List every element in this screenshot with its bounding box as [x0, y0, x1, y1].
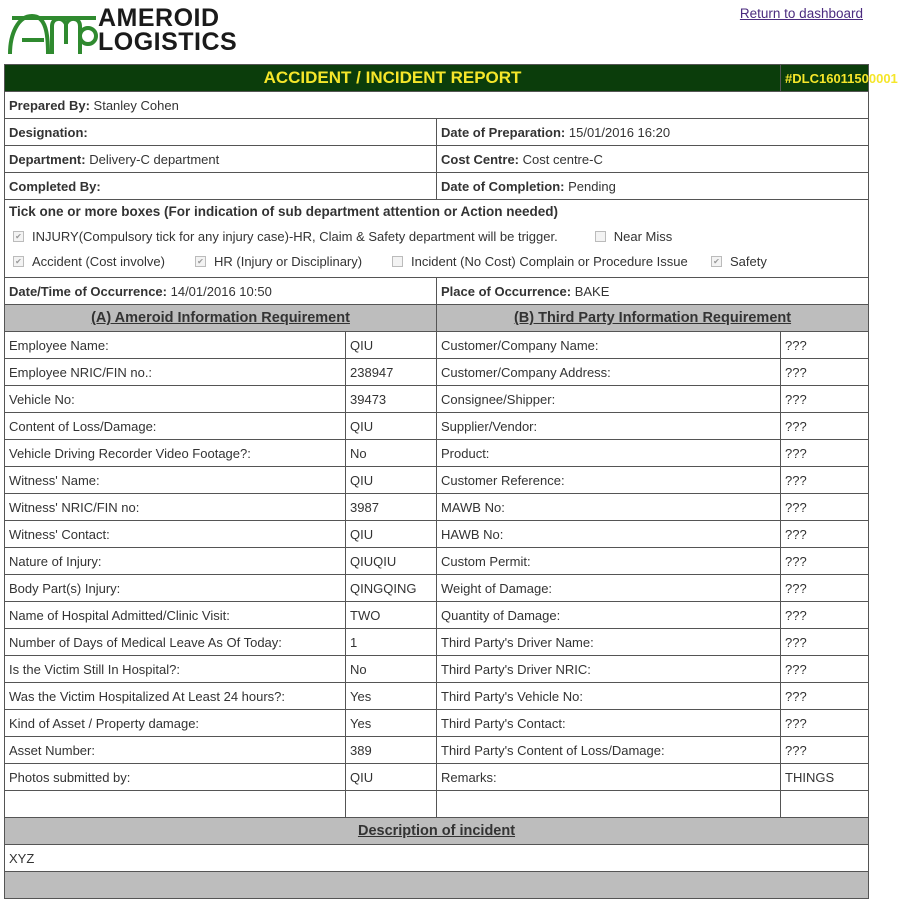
info-b-label: Supplier/Vendor: — [437, 413, 781, 440]
info-a-label: Is the Victim Still In Hospital?: — [5, 656, 346, 683]
hr-checkbox[interactable] — [191, 254, 388, 269]
info-b-label: Third Party's Vehicle No: — [437, 683, 781, 710]
info-b-value: ??? — [781, 359, 869, 386]
info-row — [5, 386, 869, 413]
info-b-value: ??? — [781, 710, 869, 737]
info-row — [5, 332, 869, 359]
info-b-value: ??? — [781, 548, 869, 575]
info-row — [5, 413, 869, 440]
checkbox-box[interactable]: ✔ — [711, 256, 722, 267]
info-b-label — [437, 791, 781, 818]
info-b-label: Weight of Damage: — [437, 575, 781, 602]
info-b-value: ??? — [781, 386, 869, 413]
checkbox-box[interactable] — [392, 256, 403, 267]
info-b-value: ??? — [781, 656, 869, 683]
section-a-heading: (A) Ameroid Information Requirement — [5, 305, 437, 332]
info-b-label: Consignee/Shipper: — [437, 386, 781, 413]
completed-by-cell — [5, 173, 437, 200]
info-a-label: Employee NRIC/FIN no.: — [5, 359, 346, 386]
info-b-value — [781, 791, 869, 818]
injury-checkbox[interactable] — [9, 229, 558, 244]
near-miss-checkbox[interactable] — [591, 229, 673, 244]
info-b-label: Product: — [437, 440, 781, 467]
date-completion-cell — [437, 173, 869, 200]
info-a-value: 39473 — [346, 386, 437, 413]
info-row — [5, 548, 869, 575]
info-a-label: Body Part(s) Injury: — [5, 575, 346, 602]
occurrence-dt-value: 14/01/2016 10:50 — [170, 283, 272, 299]
date-completion-label: Date of Completion: — [441, 178, 565, 194]
info-rows — [5, 332, 869, 818]
injury-checkbox-label: INJURY(Compulsory tick for any injury case)-HR, Claim & Safety department will be trigger. — [32, 228, 558, 244]
info-b-value: ??? — [781, 413, 869, 440]
info-b-label: Remarks: — [437, 764, 781, 791]
checkbox-box[interactable]: ✔ — [13, 256, 24, 267]
info-b-label: Customer Reference: — [437, 467, 781, 494]
occurrence-dt-cell — [5, 278, 437, 305]
info-a-label: Kind of Asset / Property damage: — [5, 710, 346, 737]
description-value: XYZ — [5, 845, 869, 872]
info-row — [5, 602, 869, 629]
info-row — [5, 683, 869, 710]
hr-checkbox-label: HR (Injury or Disciplinary) — [214, 254, 363, 269]
info-a-value: QIU — [346, 521, 437, 548]
info-a-value: 1 — [346, 629, 437, 656]
occurrence-dt-label: Date/Time of Occurrence: — [9, 283, 167, 299]
near-miss-checkbox-label: Near Miss — [613, 228, 673, 244]
info-b-label: MAWB No: — [437, 494, 781, 521]
info-a-value: Yes — [346, 710, 437, 737]
description-heading: Description of incident — [5, 818, 869, 845]
info-b-value: ??? — [781, 332, 869, 359]
info-b-value: ??? — [781, 602, 869, 629]
report-title: ACCIDENT / INCIDENT REPORT — [5, 65, 781, 92]
report-table — [4, 64, 898, 899]
info-row — [5, 521, 869, 548]
info-a-value: TWO — [346, 602, 437, 629]
prepared-by-label: Prepared By: — [9, 97, 90, 113]
info-b-label: Custom Permit: — [437, 548, 781, 575]
report-ref: #DLC16011500001 — [781, 65, 869, 92]
bottom-bar — [5, 872, 869, 899]
info-row — [5, 629, 869, 656]
info-a-value: QIUQIU — [346, 548, 437, 575]
return-to-dashboard-link[interactable]: Return to dashboard — [739, 6, 863, 21]
info-b-label: Third Party's Content of Loss/Damage: — [437, 737, 781, 764]
info-a-value: No — [346, 656, 437, 683]
info-a-value: QIU — [346, 413, 437, 440]
checkbox-box[interactable] — [595, 231, 606, 242]
logo-wordmark — [98, 6, 237, 54]
occurrence-place-cell — [437, 278, 869, 305]
info-b-value: ??? — [781, 467, 869, 494]
info-b-label: Third Party's Driver Name: — [437, 629, 781, 656]
info-a-label: Employee Name: — [5, 332, 346, 359]
report-header — [5, 65, 869, 92]
cost-centre-value: Cost centre-C — [522, 151, 603, 167]
info-b-label: HAWB No: — [437, 521, 781, 548]
info-row — [5, 656, 869, 683]
safety-checkbox-label: Safety — [730, 254, 767, 269]
info-a-label — [5, 791, 346, 818]
info-b-label: Customer/Company Name: — [437, 332, 781, 359]
tick-boxes-title: Tick one or more boxes (For indication of sub department attention or Action needed) — [9, 204, 559, 219]
checkbox-box[interactable]: ✔ — [13, 231, 24, 242]
info-a-label: Witness' Contact: — [5, 521, 346, 548]
date-prep-label: Date of Preparation: — [441, 124, 566, 140]
info-row — [5, 575, 869, 602]
info-a-label: Was the Victim Hospitalized At Least 24 hours?: — [5, 683, 346, 710]
info-a-value — [346, 791, 437, 818]
logo-line2: LOGISTICS — [98, 28, 238, 56]
designation-cell — [5, 119, 437, 146]
info-a-label: Witness' Name: — [5, 467, 346, 494]
info-row — [5, 359, 869, 386]
date-prep-cell — [437, 119, 869, 146]
info-row — [5, 494, 869, 521]
occurrence-place-label: Place of Occurrence: — [441, 283, 572, 299]
department-cell — [5, 146, 437, 173]
info-a-value: 238947 — [346, 359, 437, 386]
safety-checkbox[interactable] — [707, 254, 767, 269]
info-b-label: Third Party's Contact: — [437, 710, 781, 737]
info-b-value: ??? — [781, 683, 869, 710]
info-b-label: Third Party's Driver NRIC: — [437, 656, 781, 683]
info-row — [5, 764, 869, 791]
info-b-value: ??? — [781, 494, 869, 521]
checkbox-box[interactable]: ✔ — [195, 256, 206, 267]
info-a-value: QINGQING — [346, 575, 437, 602]
tick-boxes-cell — [5, 200, 869, 278]
info-b-value: ??? — [781, 575, 869, 602]
logo-line1: AMEROID — [98, 4, 220, 32]
info-a-label: Asset Number: — [5, 737, 346, 764]
incident-checkbox[interactable] — [388, 254, 707, 269]
prepared-by-value: Stanley Cohen — [93, 97, 179, 113]
info-b-value: ??? — [781, 440, 869, 467]
completed-by-label: Completed By: — [9, 178, 101, 194]
info-b-value: ??? — [781, 629, 869, 656]
info-a-label: Vehicle Driving Recorder Video Footage?: — [5, 440, 346, 467]
date-completion-value: Pending — [568, 178, 616, 194]
info-row — [5, 710, 869, 737]
info-b-value: ??? — [781, 521, 869, 548]
info-row — [5, 737, 869, 764]
info-a-label: Content of Loss/Damage: — [5, 413, 346, 440]
info-b-value: ??? — [781, 737, 869, 764]
prepared-by-cell — [5, 92, 869, 119]
department-value: Delivery-C department — [89, 151, 220, 167]
info-row — [5, 440, 869, 467]
accident-checkbox[interactable] — [9, 254, 191, 269]
info-a-label: Witness' NRIC/FIN no: — [5, 494, 346, 521]
info-b-label: Customer/Company Address: — [437, 359, 781, 386]
info-a-label: Photos submitted by: — [5, 764, 346, 791]
info-a-label: Name of Hospital Admitted/Clinic Visit: — [5, 602, 346, 629]
designation-label: Designation: — [9, 124, 88, 140]
cost-centre-label: Cost Centre: — [441, 151, 520, 167]
accident-checkbox-label: Accident (Cost involve) — [32, 254, 165, 269]
info-a-value: QIU — [346, 764, 437, 791]
info-a-label: Vehicle No: — [5, 386, 346, 413]
info-a-value: No — [346, 440, 437, 467]
incident-checkbox-label: Incident (No Cost) Complain or Procedure Issue — [411, 254, 688, 269]
info-a-label: Nature of Injury: — [5, 548, 346, 575]
cost-centre-cell — [437, 146, 869, 173]
info-row — [5, 467, 869, 494]
info-a-label: Number of Days of Medical Leave As Of Today: — [5, 629, 346, 656]
department-label: Department: — [9, 151, 86, 167]
info-a-value: QIU — [346, 332, 437, 359]
occurrence-place-value: BAKE — [574, 283, 610, 299]
info-b-value: THINGS — [781, 764, 869, 791]
info-b-label: Quantity of Damage: — [437, 602, 781, 629]
section-b-heading: (B) Third Party Information Requirement — [437, 305, 869, 332]
info-a-value: Yes — [346, 683, 437, 710]
info-a-value: 389 — [346, 737, 437, 764]
info-row — [5, 791, 869, 818]
date-prep-value: 15/01/2016 16:20 — [568, 124, 671, 140]
info-a-value: 3987 — [346, 494, 437, 521]
info-a-value: QIU — [346, 467, 437, 494]
